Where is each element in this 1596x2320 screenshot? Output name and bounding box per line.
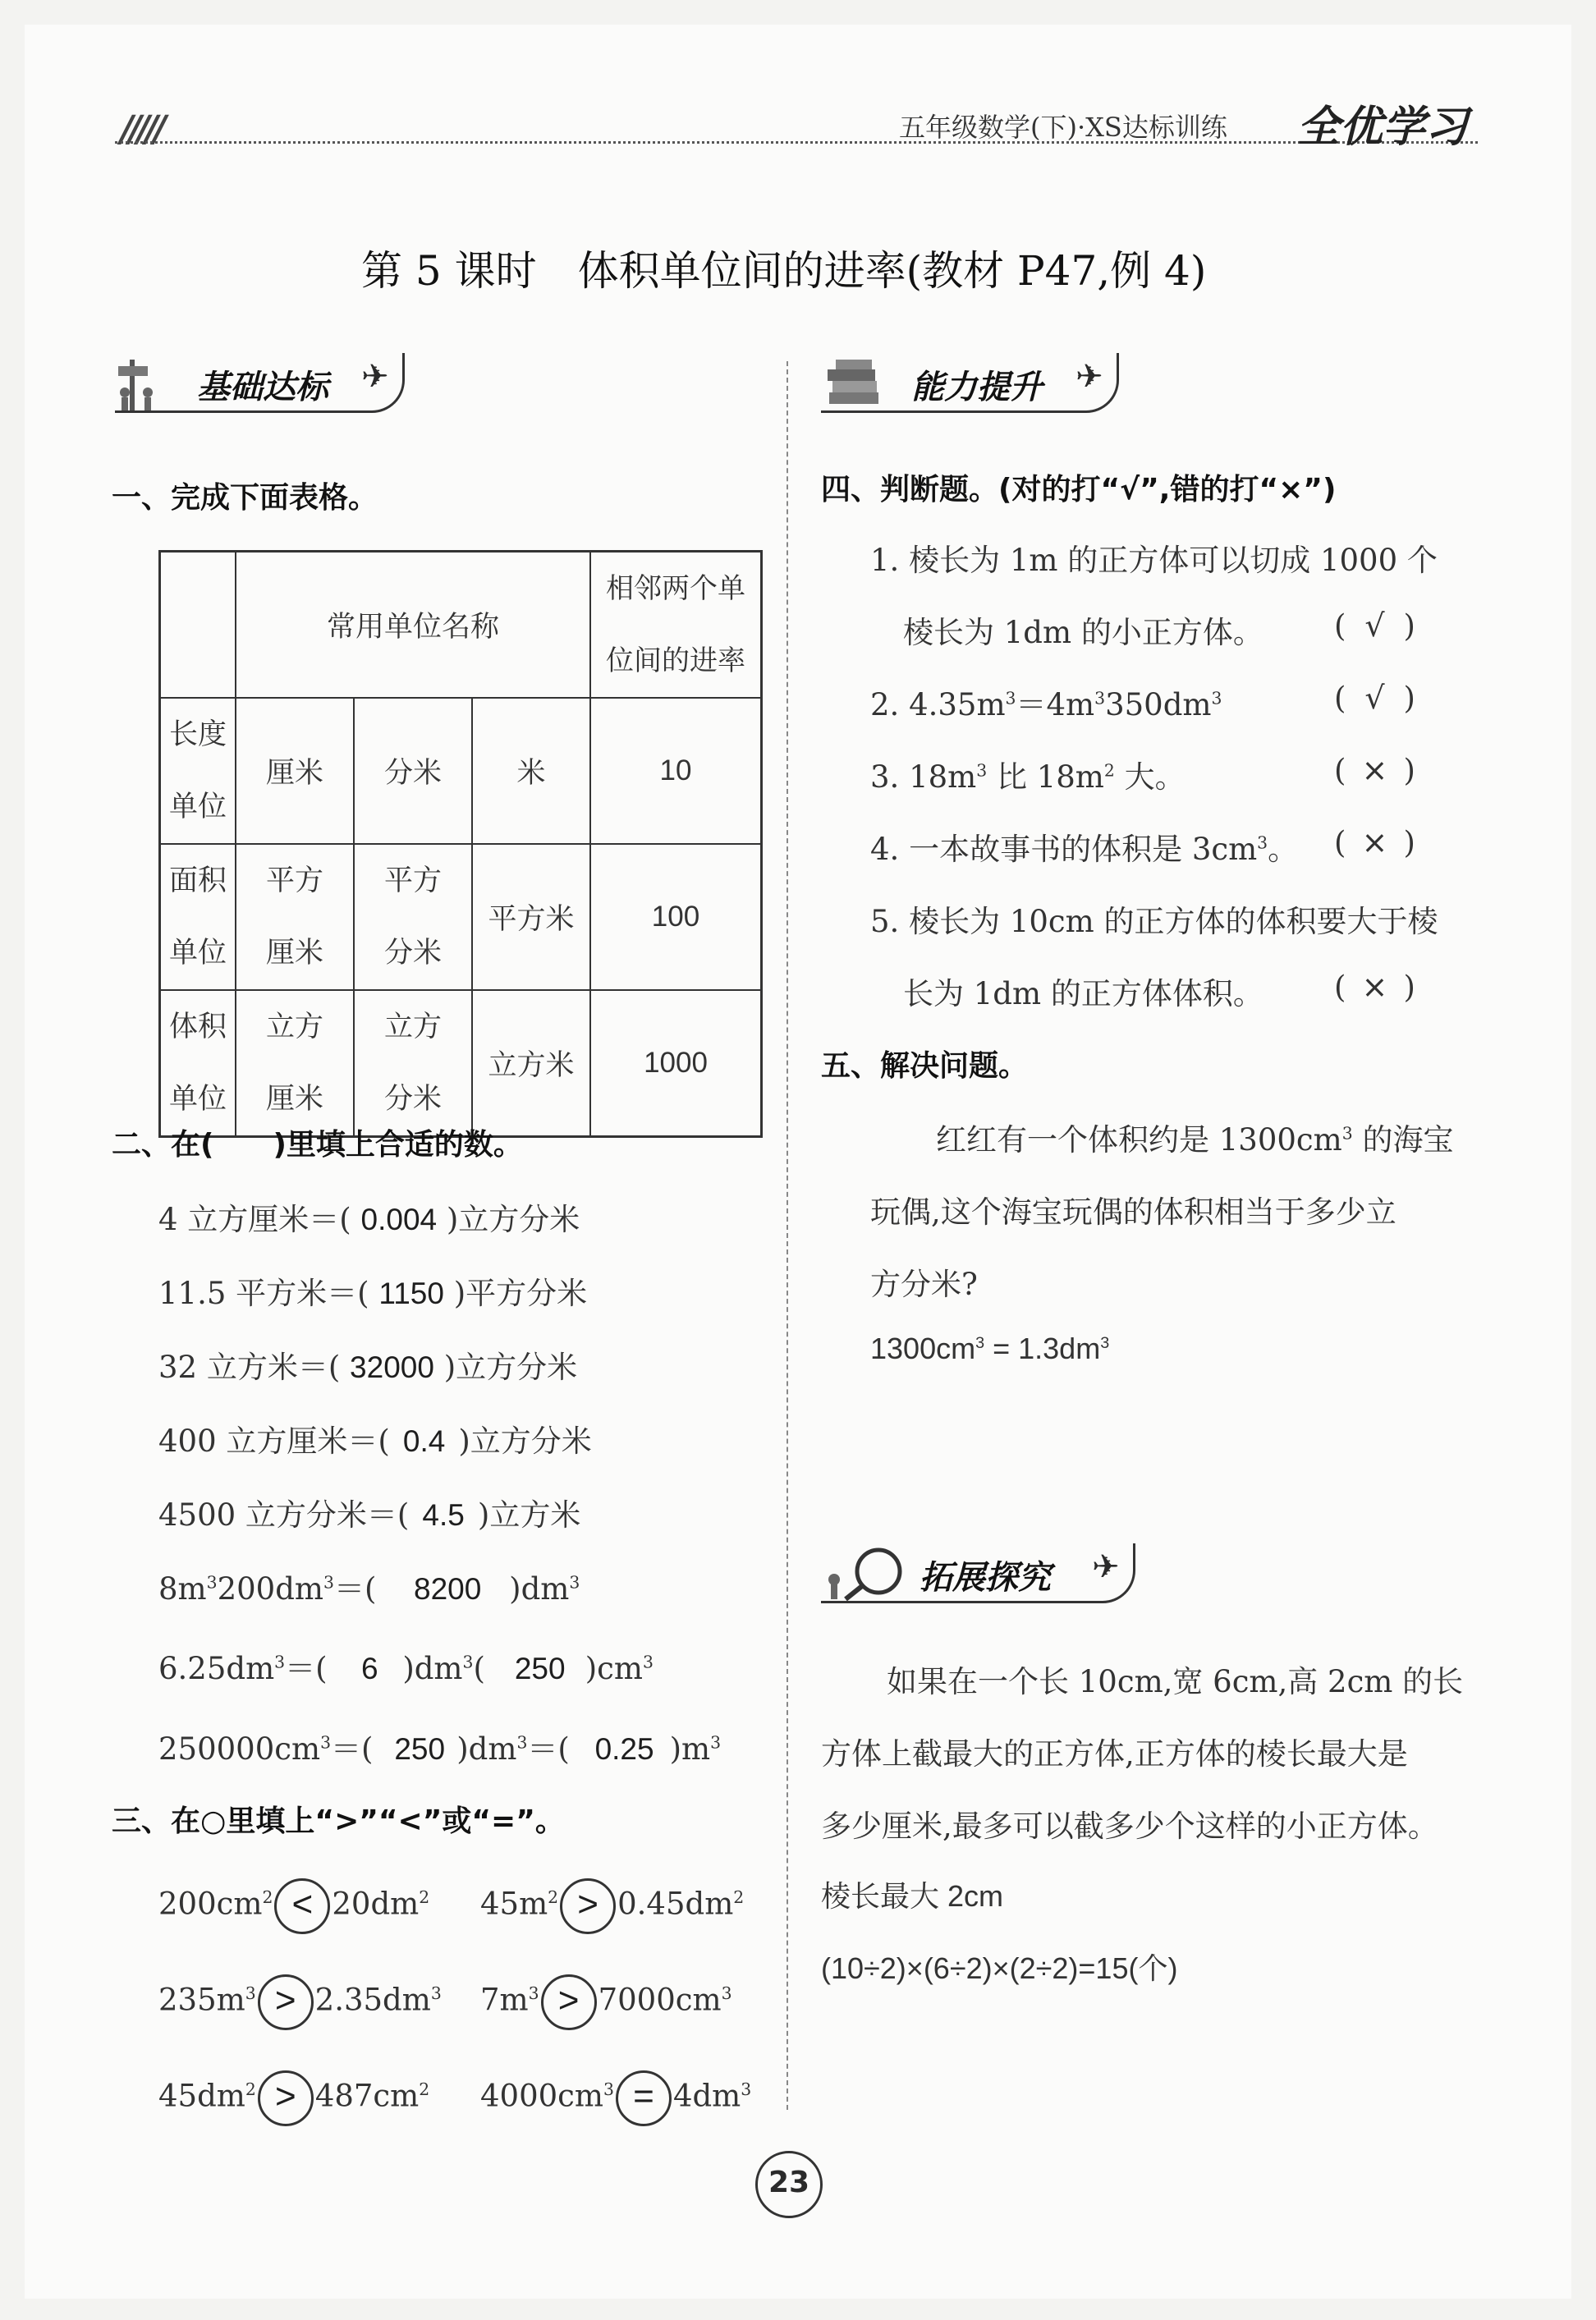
section-title-extend: 拓展探究 [920, 1559, 1051, 1597]
table-cell: 米 [472, 698, 590, 844]
answer: 32000 [350, 1350, 434, 1384]
cross-mark: × [1361, 824, 1388, 860]
airplane-icon: ✈ [1075, 358, 1103, 396]
answer: 0.004 [360, 1203, 438, 1236]
q1-heading: 一、完成下面表格。 [112, 481, 378, 515]
table-cell: 立方米 [472, 990, 590, 1137]
judge-item: 4. 一本故事书的体积是 $3cm^3$。 [870, 832, 1299, 867]
q6-answer: 棱长最大 2cm [821, 1879, 1004, 1913]
compare-item: $235m^3 > 2.35dm^3$ [158, 1974, 442, 2030]
table-cell: 厘米 [265, 1083, 323, 1116]
answer: 4.5 [422, 1498, 465, 1532]
compare-circle: > [258, 1974, 314, 2030]
q2-item: 400 立方厘米＝( 0.4 )立方分米 [158, 1424, 592, 1459]
table-cell: 平方 [383, 864, 442, 897]
q2-heading: 二、在( )里填上合适的数。 [112, 1128, 523, 1162]
row-category: 体积 [168, 1011, 227, 1043]
judge-answer: ( √ ) [1334, 608, 1415, 644]
books-icon [821, 356, 887, 410]
table-header-rate [590, 552, 762, 699]
table-cell: 厘米 [236, 698, 354, 844]
answer: 1150 [378, 1277, 444, 1310]
q5-text: 玩偶,这个海宝玩偶的体积相当于多少立 [870, 1194, 1396, 1230]
compare-item: $4000cm^3 = 4dm^3$ [480, 2070, 751, 2126]
column-divider [787, 361, 788, 2110]
table-cell: 平方 [265, 864, 323, 897]
judge-answer: ( × ) [1334, 752, 1415, 788]
cross-mark: × [1361, 752, 1388, 788]
rate-header-line2: 位间的进率 [606, 644, 745, 677]
section-badge-basic [115, 353, 405, 413]
q5-heading: 五、解决问题。 [821, 1049, 1029, 1083]
section-title-ability: 能力提升 [911, 369, 1043, 406]
answer: 0.25 [594, 1732, 654, 1766]
q5-answer: $1300cm^3 = 1.3dm^3$ [870, 1332, 1110, 1365]
compare-circle: < [274, 1878, 330, 1934]
q4-heading: 四、判断题。(对的打“√”,错的打“×”) [821, 473, 1337, 507]
q2-item: 32 立方米＝( 32000 )立方分米 [158, 1350, 578, 1385]
answer: 250 [394, 1732, 446, 1766]
q2-item: $250000cm^3=$( 250 )$dm^3=$( 0.25 )$m^3$ [158, 1731, 722, 1767]
check-mark: √ [1364, 608, 1385, 644]
judge-item: 棱长为 1dm 的小正方体。 [903, 615, 1264, 650]
row-category: 单位 [168, 791, 227, 823]
q2-item: 4 立方厘米＝( 0.004 )立方分米 [158, 1202, 580, 1237]
compare-circle: > [541, 1974, 597, 2030]
judge-item: 1. 棱长为 1m 的正方体可以切成 1000 个 [870, 543, 1438, 578]
answer: 6 [361, 1652, 378, 1685]
table-row [160, 698, 762, 844]
q5-text: 红红有一个体积约是 $1300cm^3$ 的海宝 [936, 1122, 1454, 1158]
header-logo: 全优学习 [1297, 102, 1469, 152]
judge-item: 2. $4.35m^3=4m^3350dm^3$ [870, 687, 1222, 722]
compare-circle: > [258, 2070, 314, 2126]
judge-answer: ( × ) [1334, 824, 1415, 860]
row-category: 长度 [168, 718, 227, 751]
q2-item: $8m^3200dm^3=$( 8200 )$dm^3$ [158, 1571, 580, 1607]
compare-item: $45m^2 > 0.45dm^2$ [480, 1878, 744, 1934]
judge-item: 3. $18m^3$ 比 $18m^2$ 大。 [870, 759, 1186, 795]
table-cell: 分米 [383, 1083, 442, 1116]
section-badge-extend [821, 1543, 1135, 1603]
q5-text: 方分米? [870, 1267, 978, 1302]
table-cell: 立方 [383, 1011, 442, 1043]
q6-text: 如果在一个长 10cm,宽 6cm,高 2cm 的长 [887, 1664, 1464, 1699]
compare-item: $7m^3 > 7000cm^3$ [480, 1974, 732, 2030]
units-table [158, 550, 763, 1138]
q6-text: 方体上截最大的正方体,正方体的棱长最大是 [821, 1736, 1408, 1772]
compare-circle: = [616, 2070, 672, 2126]
judge-item: 长为 1dm 的正方体体积。 [903, 976, 1264, 1011]
answer: 8200 [414, 1572, 482, 1606]
header-stripes-icon: ///// [120, 108, 162, 150]
q6-text: 多少厘米,最多可以截多少个这样的小正方体。 [821, 1809, 1438, 1844]
airplane-icon: ✈ [361, 358, 389, 396]
compare-item: $200cm^2 < 20dm^2$ [158, 1878, 429, 1934]
table-header-units: 常用单位名称 [236, 552, 590, 699]
header-dotted-rule [115, 141, 1478, 144]
q2-item: 11.5 平方米＝( 1150 )平方分米 [158, 1276, 588, 1311]
section-title-basic: 基础达标 [197, 369, 328, 406]
row-category: 单位 [168, 937, 227, 970]
answer: 0.4 [402, 1424, 446, 1458]
table-corner [160, 552, 236, 699]
table-cell: 平方米 [472, 844, 590, 990]
rate-header-line1: 相邻两个单 [606, 572, 745, 605]
answer: 250 [514, 1652, 566, 1685]
q6-answer: (10÷2)×(6÷2)×(2÷2)=15(个) [821, 1951, 1178, 1985]
table-row [160, 990, 762, 1137]
compare-circle: > [560, 1878, 616, 1934]
table-row [160, 844, 762, 990]
table-cell: 厘米 [265, 937, 323, 970]
section-badge-ability [821, 353, 1119, 413]
q2-item: 4500 立方分米＝( 4.5 )立方米 [158, 1497, 581, 1533]
judge-answer: ( × ) [1334, 969, 1415, 1005]
table-cell: 分米 [354, 698, 472, 844]
compare-item: $45dm^2 > 487cm^2$ [158, 2070, 429, 2126]
table-cell: 分米 [383, 937, 442, 970]
header-series: 五年级数学(下)·XS达标训练 [899, 112, 1227, 143]
table-cell: 立方 [265, 1011, 323, 1043]
judge-item: 5. 棱长为 10cm 的正方体的体积要大于棱 [870, 904, 1438, 939]
airplane-icon: ✈ [1092, 1548, 1120, 1586]
check-mark: √ [1364, 680, 1385, 716]
row-category: 单位 [168, 1083, 227, 1116]
q2-item: $6.25dm^3=$( 6 )$dm^3$( 250 )$cm^3$ [158, 1651, 654, 1686]
page-number: 23 [755, 2151, 823, 2218]
rate-answer: 1000 [590, 990, 762, 1137]
rate-answer: 100 [590, 844, 762, 990]
row-category: 面积 [168, 864, 227, 897]
cross-mark: × [1361, 969, 1388, 1005]
rate-answer: 10 [590, 698, 762, 844]
page-title: 第 5 课时 体积单位间的进率(教材 P47,例 4) [361, 247, 1207, 295]
signpost-icon [115, 360, 164, 410]
q3-heading: 三、在○里填上“>”“<”或“=”。 [112, 1804, 565, 1838]
judge-answer: ( √ ) [1334, 680, 1415, 716]
magnifier-icon [821, 1547, 911, 1601]
